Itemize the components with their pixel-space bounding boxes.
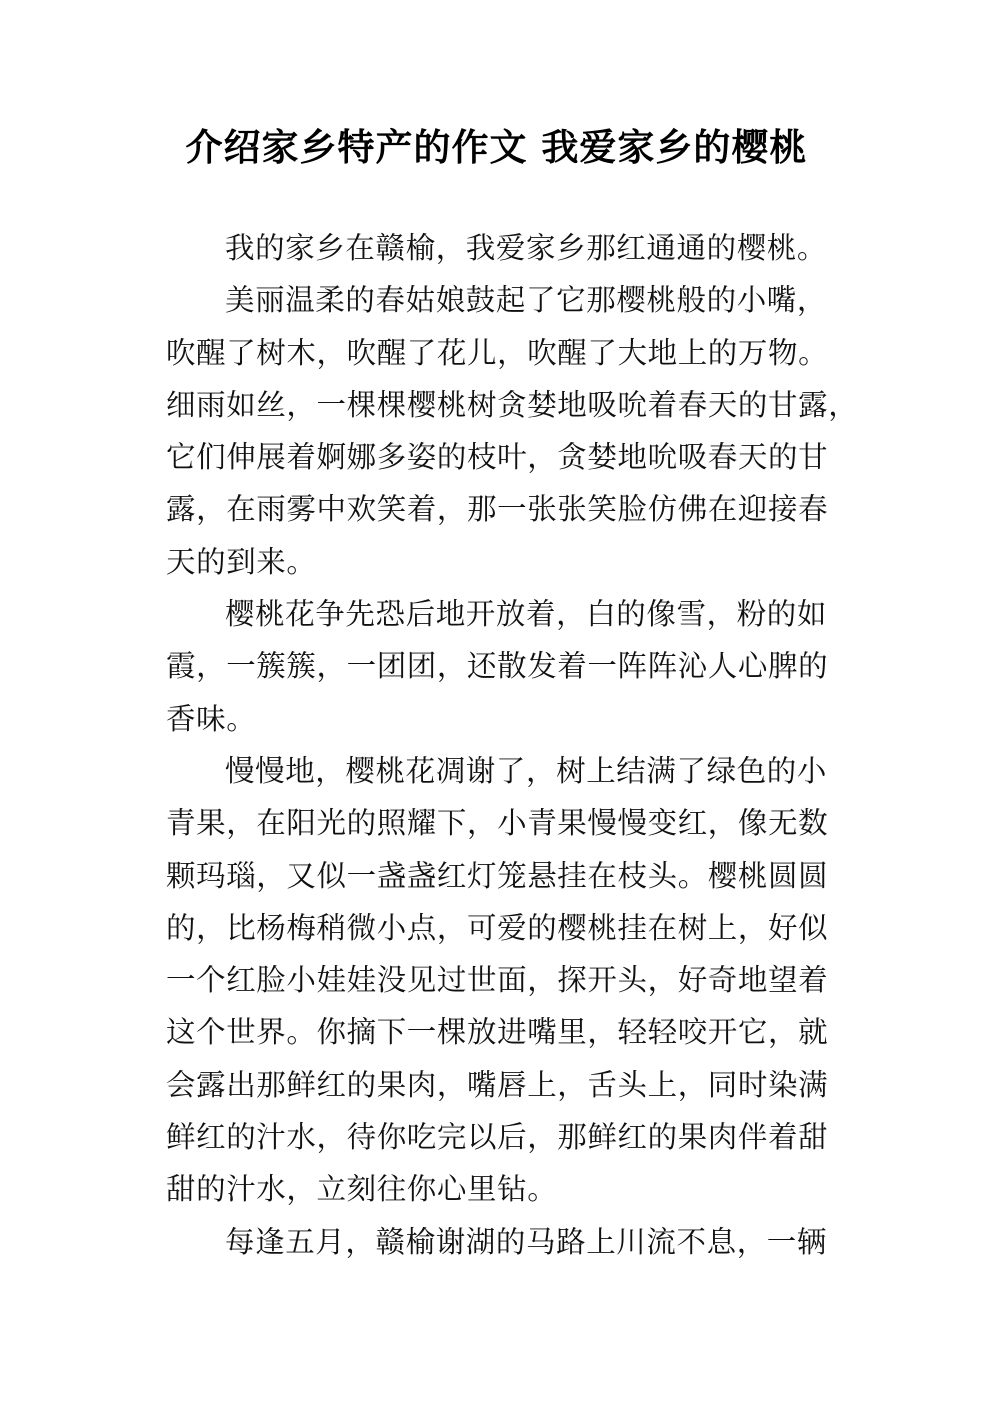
text-line: 细雨如丝，一棵棵樱桃树贪婪地吸吮着春天的甘露， — [166, 387, 859, 422]
text-line: 慢慢地，樱桃花凋谢了，树上结满了绿色的小 — [225, 753, 828, 788]
text-line: 这个世界。你摘下一棵放进嘴里，轻轻咬开它，就 — [166, 1015, 829, 1050]
text-line: 每逢五月，赣榆谢湖的马路上川流不息，一辆 — [225, 1224, 828, 1259]
text-line: 美丽温柔的春姑娘鼓起了它那樱桃般的小嘴， — [225, 283, 828, 318]
document-body — [166, 222, 859, 1268]
text-line: 会露出那鲜红的果肉，嘴唇上，舌头上，同时染满 — [166, 1067, 829, 1102]
text-line: 天的到来。 — [166, 544, 317, 579]
text-line: 露，在雨雾中欢笑着，那一张张笑脸仿佛在迎接春 — [166, 492, 829, 527]
document-title: 介绍家乡特产的作文 我爱家乡的樱桃 — [185, 126, 808, 169]
text-line: 吹醒了树木，吹醒了花儿，吹醒了大地上的万物。 — [166, 335, 829, 370]
text-line: 颗玛瑙，又似一盏盏红灯笼悬挂在枝头。樱桃圆圆 — [166, 858, 829, 893]
text-line: 我的家乡在赣榆，我爱家乡那红通通的樱桃。 — [225, 231, 828, 265]
text-line: 它们伸展着婀娜多姿的枝叶，贪婪地吮吸春天的甘 — [166, 440, 829, 475]
text-line: 一个红脸小娃娃没见过世面，探开头，好奇地望着 — [166, 963, 829, 998]
text-line: 甜的汁水，立刻往你心里钻。 — [166, 1172, 558, 1207]
text-line: 樱桃花争先恐后地开放着，白的像雪，粉的如 — [225, 597, 828, 632]
text-line: 青果，在阳光的照耀下，小青果慢慢变红，像无数 — [166, 806, 829, 841]
text-line: 香味。 — [166, 701, 257, 736]
text-line: 的，比杨梅稍微小点，可爱的樱桃挂在树上，好似 — [166, 910, 829, 945]
text-line: 鲜红的汁水，待你吃完以后，那鲜红的果肉伴着甜 — [166, 1120, 829, 1155]
text-line: 霞，一簇簇，一团团，还散发着一阵阵沁人心脾的 — [166, 649, 829, 684]
